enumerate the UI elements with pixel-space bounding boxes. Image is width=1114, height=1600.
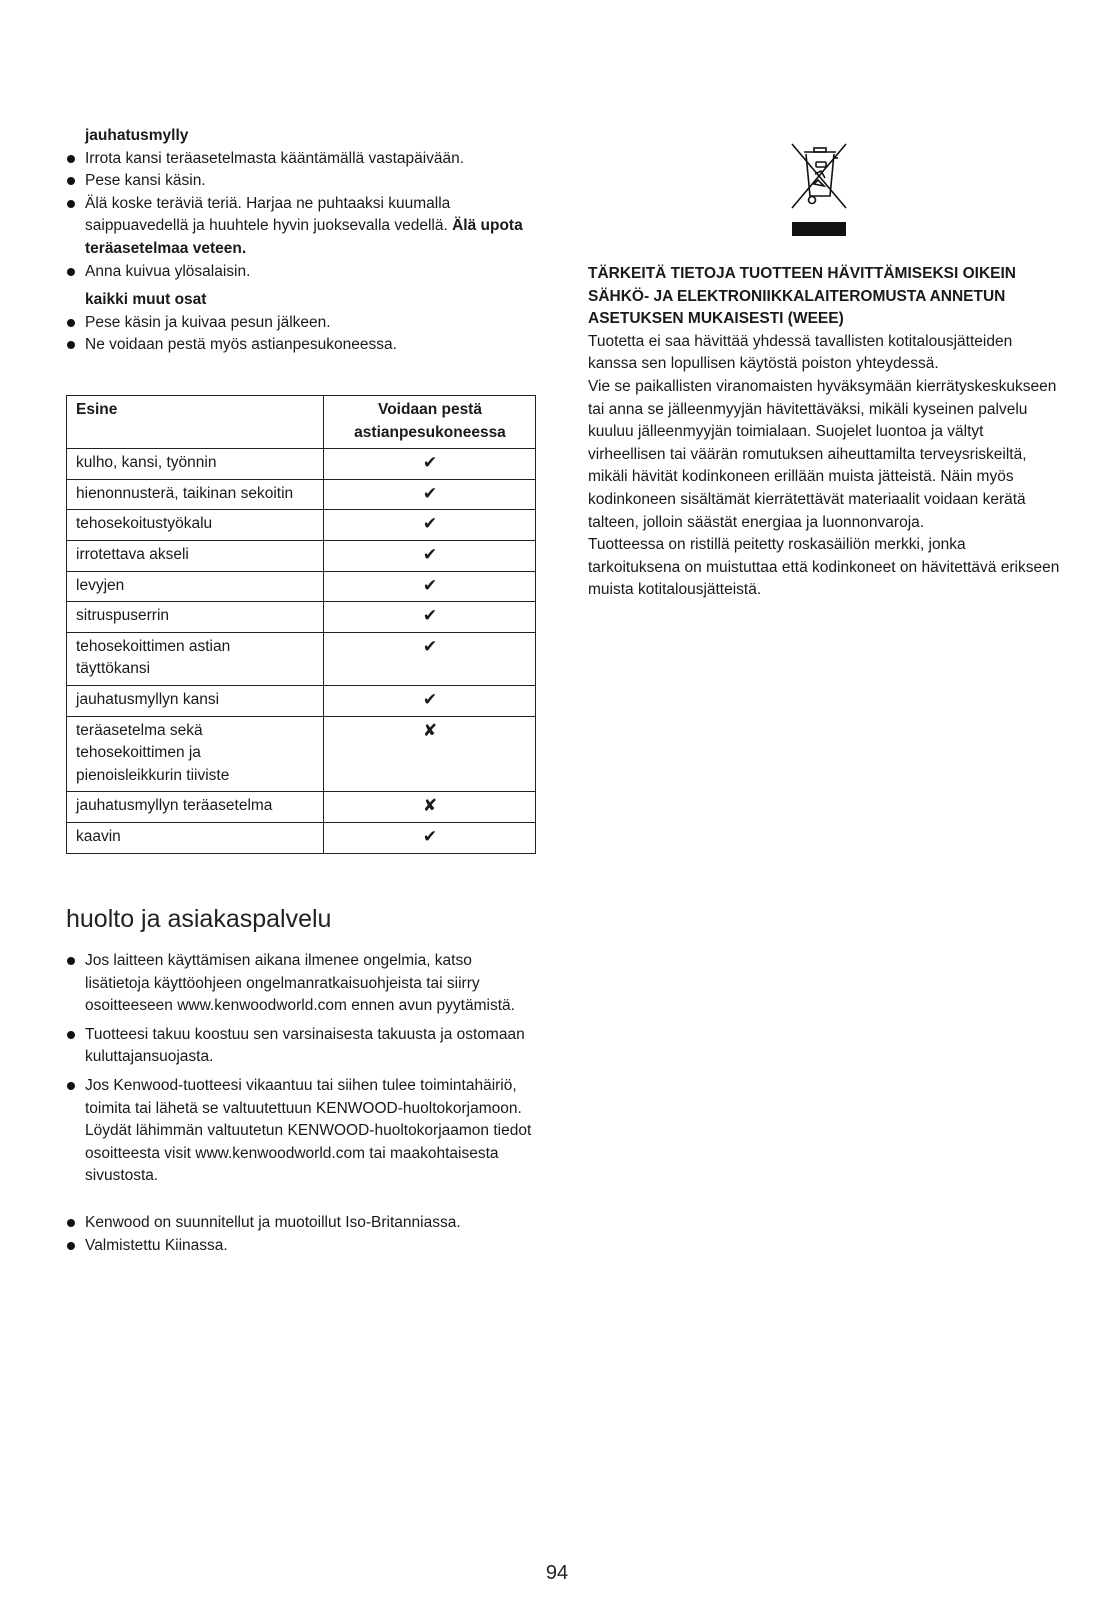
list-item: Anna kuivua ylösalaisin. xyxy=(66,261,546,284)
column-header-dishwasher: Voidaan pestä astianpesukoneessa xyxy=(324,396,536,449)
column-header-item: Esine xyxy=(67,396,324,449)
check-mark-icon: ✔ xyxy=(324,685,536,716)
item-cell: kaavin xyxy=(67,822,324,853)
other-parts-bullet-list xyxy=(66,312,546,357)
other-parts-heading: kaikki muut osat xyxy=(85,291,207,309)
table-row xyxy=(67,685,536,716)
check-mark-icon: ✔ xyxy=(324,479,536,510)
check-mark-icon: ✔ xyxy=(324,822,536,853)
grinder-bullet-list xyxy=(66,148,546,284)
cross-mark-icon: ✘ xyxy=(324,716,536,792)
weee-paragraph: Tuotetta ei saa hävittää yhdessä tavallisten kotitalousjätteiden kanssa sen lopullisen käytöstä poiston yhteydessä. xyxy=(588,332,1013,373)
item-cell: hienonnusterä, taikinan sekoitin xyxy=(67,479,324,510)
table-row xyxy=(67,602,536,633)
list-item: Pese käsin ja kuivaa pesun jälkeen. xyxy=(66,312,546,335)
cleaning-section xyxy=(66,125,546,357)
cross-mark-icon: ✘ xyxy=(324,792,536,823)
item-cell: irrotettava akseli xyxy=(67,540,324,571)
item-cell: jauhatusmyllyn teräasetelma xyxy=(67,792,324,823)
table-row xyxy=(67,716,536,792)
list-item: Älä koske teräviä teriä. Harjaa ne puhtaaksi kuumalla saippuavedellä ja huuhtele hyvin juoksevalla vedellä. Älä upota teräasetelmaa veteen. xyxy=(66,193,546,261)
table-row xyxy=(67,540,536,571)
grinder-heading: jauhatusmylly xyxy=(85,127,189,144)
table-row xyxy=(67,792,536,823)
origin-bullet-list xyxy=(66,1212,536,1257)
item-cell: kulho, kansi, työnnin xyxy=(67,449,324,480)
check-mark-icon: ✔ xyxy=(324,510,536,541)
table-row xyxy=(67,479,536,510)
list-item: Kenwood on suunnitellut ja muotoillut Iso-Britanniassa. xyxy=(66,1212,536,1235)
service-title: huolto ja asiakaspalvelu xyxy=(66,905,332,933)
check-mark-icon: ✔ xyxy=(324,602,536,633)
list-item: Ne voidaan pestä myös astianpesukoneessa. xyxy=(66,334,546,357)
item-cell: sitruspuserrin xyxy=(67,602,324,633)
list-item: Jos Kenwood-tuotteesi vikaantuu tai siihen tulee toimintahäiriö, toimita tai lähetä se valtuutettuun KENWOOD-huoltokorjamoon. Löydät lähimmän valtuutetun KENWOOD-huoltokorjaamon tiedot osoitteesta visit www.kenwoodworld.com tai maakohtaisesta sivustosta. xyxy=(66,1075,536,1188)
service-bullet-list xyxy=(66,950,536,1188)
table-header-row xyxy=(67,396,536,449)
weee-paragraph: Tuotteessa on ristillä peitetty roskasäiliön merkki, jonka tarkoituksena on muistuttaa että kodinkoneet on hävitettävä erikseen muista kotitalousjätteistä. xyxy=(588,536,1060,599)
service-section xyxy=(66,950,536,1257)
check-mark-icon: ✔ xyxy=(324,632,536,685)
item-cell: teräasetelma sekä tehosekoittimen ja pienoisleikkurin tiiviste xyxy=(67,716,324,792)
table-row xyxy=(67,571,536,602)
crossed-out-wheelie-bin-icon xyxy=(788,140,850,238)
page-number: 94 xyxy=(545,1562,569,1584)
table-row xyxy=(67,822,536,853)
list-item: Pese kansi käsin. xyxy=(66,170,546,193)
weee-paragraph: Vie se paikallisten viranomaisten hyväksymään kierrätyskeskukseen tai anna se jälleenmyyjän hävitettäväksi, mikäli kyseinen palvelu kuuluu jälleenmyyjän toimialaan. Suojelet luontoa ja vältyt virheellisen tai väärän romutuksen aiheuttamilta terveysriskeiltä, mikäli hävität kodinkoneen erillään muista jätteistä. Näin myös kodinkoneen sisältämät kierrätettävät materiaalit voidaan kerätä talteen, jolloin säästät energiaa ja luonnonvaroja. xyxy=(588,377,1057,531)
weee-title: TÄRKEITÄ TIETOJA TUOTTEEN HÄVITTÄMISEKSI OIKEIN SÄHKÖ- JA ELEKTRONIIKKALAITEROMUSTA ANNETUN ASETUKSEN MUKAISESTI (WEEE) xyxy=(588,265,1016,328)
list-item: Jos laitteen käyttämisen aikana ilmenee ongelmia, katso lisätietoja käyttöohjeen ongelmanratkaisuohjeista tai siirry osoitteeseen www.kenwoodworld.com ennen avun pyytämistä. xyxy=(66,950,536,1018)
check-mark-icon: ✔ xyxy=(324,571,536,602)
list-item: Tuotteesi takuu koostuu sen varsinaisesta takuusta ja ostomaan kuluttajansuojasta. xyxy=(66,1024,536,1069)
table-row xyxy=(67,510,536,541)
check-mark-icon: ✔ xyxy=(324,449,536,480)
item-cell: tehosekoittimen astian täyttökansi xyxy=(67,632,324,685)
item-cell: levyjen xyxy=(67,571,324,602)
table-row xyxy=(67,449,536,480)
item-cell: tehosekoitustyökalu xyxy=(67,510,324,541)
weee-section xyxy=(588,263,1062,602)
list-item: Valmistettu Kiinassa. xyxy=(66,1235,536,1258)
dishwasher-table xyxy=(66,395,536,854)
check-mark-icon: ✔ xyxy=(324,540,536,571)
list-item: Irrota kansi teräasetelmasta kääntämällä vastapäivään. xyxy=(66,148,546,171)
item-cell: jauhatusmyllyn kansi xyxy=(67,685,324,716)
table-row xyxy=(67,632,536,685)
